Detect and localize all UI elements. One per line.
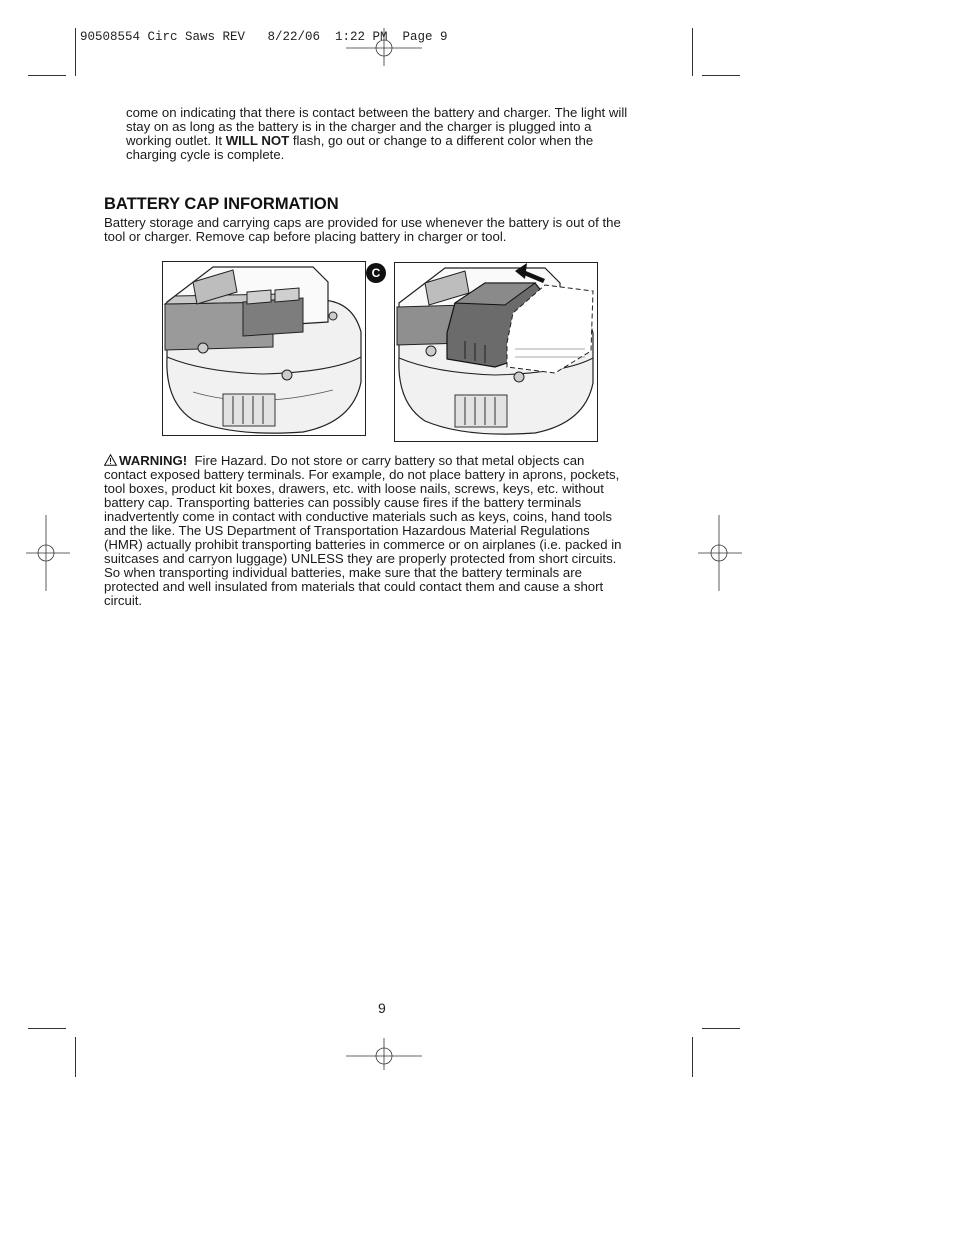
battery-illustration [162, 261, 366, 436]
text-line [126, 134, 627, 148]
text-line: contact exposed battery terminals. For example, do not place battery in aprons, pockets, [104, 467, 620, 482]
registration-mark-icon [346, 10, 422, 66]
warning-label: WARNING! [119, 453, 188, 468]
text-line: charging cycle is complete. [126, 147, 285, 162]
crop-mark [75, 28, 76, 76]
warning-paragraph [104, 454, 621, 608]
registration-mark-icon [698, 515, 742, 591]
crop-mark [28, 1028, 66, 1029]
text-line: suitcases and carryon luggage) UNLESS they are properly protected from short circuits. [104, 551, 617, 566]
crop-mark [702, 75, 740, 76]
text-line: protected and well insulated from materials that could contact them and cause a short [104, 579, 604, 594]
text-line: circuit. [104, 593, 143, 608]
text-line: tool boxes, product kit boxes, drawers, etc. with loose nails, screws, keys, etc. without [104, 481, 604, 496]
crop-mark [692, 1037, 693, 1077]
battery-cap-illustration [394, 262, 598, 442]
text-run: working outlet. It [126, 133, 226, 148]
registration-mark-icon [346, 1038, 422, 1078]
text-line: tool or charger. Remove cap before placing battery in charger or tool. [104, 229, 507, 244]
crop-mark [702, 1028, 740, 1029]
text-line: stay on as long as the battery is in the charger and the charger is plugged into a [126, 119, 592, 134]
crop-mark [28, 75, 66, 76]
text-line: battery cap. Transporting batteries can possibly cause fires if the battery terminals [104, 495, 582, 510]
text-line: (HMR) actually prohibit transporting batteries in commerce or on airplanes (i.e. packed in [104, 537, 622, 552]
section-paragraph [104, 216, 621, 244]
text-run: Fire Hazard. Do not store or carry battery so that metal objects can [187, 453, 585, 468]
text-line [104, 454, 621, 468]
text-line: come on indicating that there is contact between the battery and charger. The light will [126, 105, 628, 120]
text-line: and the like. The US Department of Transportation Hazardous Material Regulations [104, 523, 590, 538]
page-number: 9 [378, 1000, 386, 1016]
figure-label: C [366, 263, 386, 283]
emphasis-text: WILL NOT [225, 133, 290, 148]
text-line: inadvertently come in contact with conductive materials such as keys, coins, hand tools [104, 509, 612, 524]
text-run: flash, go out or change to a different color when the [289, 133, 594, 148]
crop-mark [75, 1037, 76, 1077]
text-line: Battery storage and carrying caps are provided for use whenever the battery is out of the [104, 215, 621, 230]
crop-mark [692, 28, 693, 76]
text-line: So when transporting individual batteries, make sure that the battery terminals are [104, 565, 582, 580]
registration-mark-icon [26, 515, 70, 591]
print-slug: 90508554 Circ Saws REV 8/22/06 1:22 PM Page 9 [80, 30, 448, 44]
section-title: BATTERY CAP INFORMATION [104, 195, 339, 213]
warning-triangle-icon [104, 454, 117, 466]
intro-paragraph [126, 106, 627, 162]
